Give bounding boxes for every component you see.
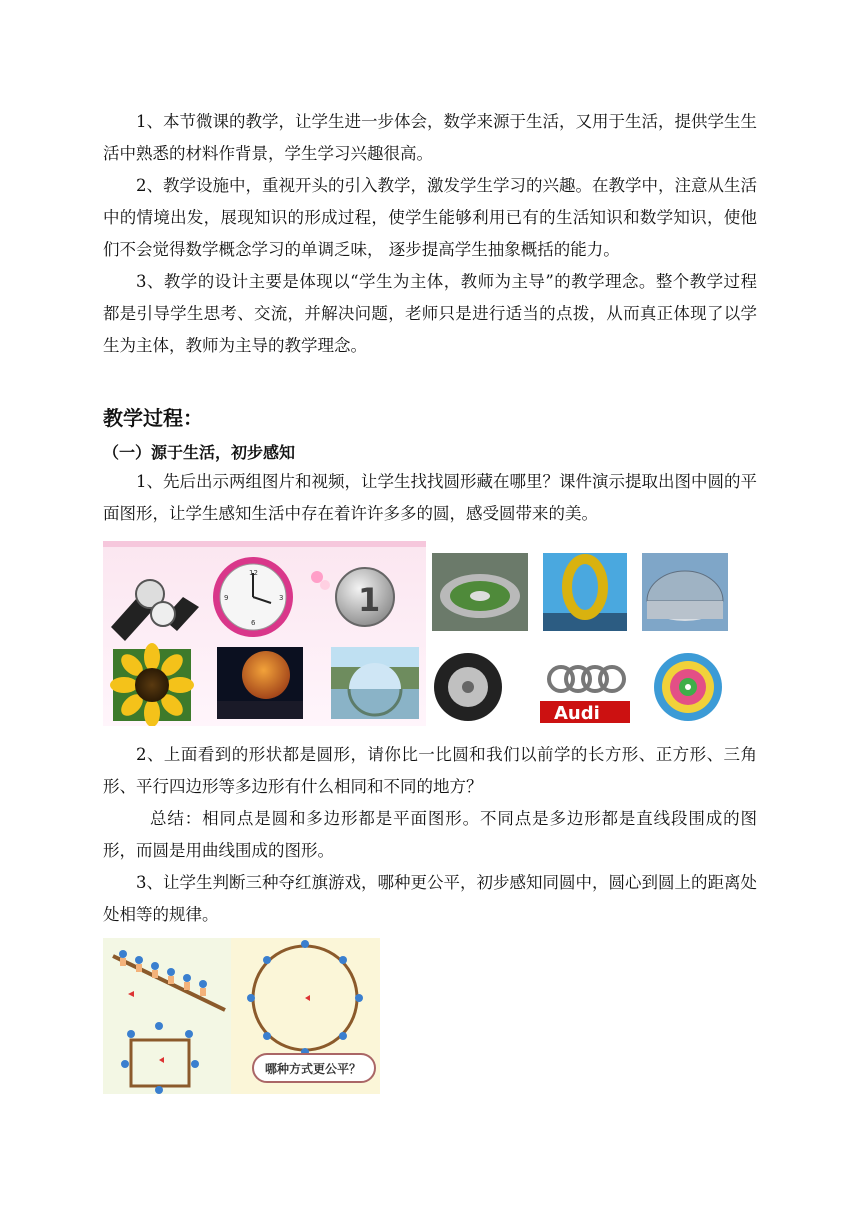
circle-objects-collage-right: [430, 541, 730, 726]
tire-icon: [434, 653, 502, 721]
svg-text:Audi: Audi: [554, 703, 600, 724]
paragraph-3: 3、教学的设计主要是体现以“学生为主体，教师为主导”的教学理念。整个教学过程都是引导学生思考、交流，并解决问题，老师只是进行适当的点拨，从而真正体现了以学生为主体，教师为主导的教学理念。: [103, 272, 757, 355]
paragraph-5: 2、上面看到的形状都是圆形，请你比一比圆和我们以前学的长方形、正方形、三角形、平行四边形等多边形有什么相同和不同的地方？: [103, 745, 757, 796]
paragraph-7: 3、让学生判断三种夺红旗游戏，哪种更公平，初步感知同圆中，圆心到圆上的距离处处相等的规律。: [103, 873, 757, 924]
section-title: 教学过程：: [103, 406, 203, 430]
section-subtitle: （一）源于生活，初步感知: [103, 443, 296, 462]
wall-clock-icon: [213, 557, 293, 637]
roundabout-icon: [432, 553, 528, 631]
svg-text:12: 12: [249, 569, 258, 577]
game-caption: 哪种方式更公平？: [265, 1062, 362, 1076]
arch-bridge-icon: [331, 647, 419, 719]
svg-text:3: 3: [279, 594, 284, 602]
paragraph-4: 1、先后出示两组图片和视频，让学生找找圆形藏在哪里？课件演示提取出图中圆的平面图形，让学生感知生活中存在着许许多多的圆，感受圆带来的美。: [103, 472, 757, 523]
moon-icon: [217, 647, 303, 719]
circle-objects-collage-left: [103, 541, 426, 726]
paragraph-1: 1、本节微课的教学，让学生进一步体会，数学来源于生活，又用于生活，提供学生生活中熟悉的材料作背景，学生学习兴趣很高。: [103, 112, 757, 163]
stadium-icon: [642, 553, 728, 631]
paragraph-2: 2、教学设施中，重视开头的引入教学，激发学生学习的兴趣。在教学中，注意从生活中的情境出发，展现知识的形成过程，使学生能够利用已有的生活知识和数学知识，使他们不会觉得数学概念学习的单调乏味， 逐步提高学生抽象概括的能力。: [103, 176, 757, 259]
mandala-icon: [654, 653, 722, 721]
sunflower-icon: [110, 643, 194, 726]
svg-text:1: 1: [358, 581, 381, 619]
red-flag-game-illustration: [103, 938, 380, 1094]
summary-paragraph: 总结：相同点是圆和多边形都是平面图形。不同点是多边形都是直线段围成的图形，而圆是用曲线围成的图形。: [103, 809, 757, 860]
coin-icon: [336, 568, 394, 626]
ring-building-icon: [543, 553, 627, 631]
svg-text:9: 9: [224, 594, 229, 602]
svg-text:6: 6: [251, 619, 256, 627]
